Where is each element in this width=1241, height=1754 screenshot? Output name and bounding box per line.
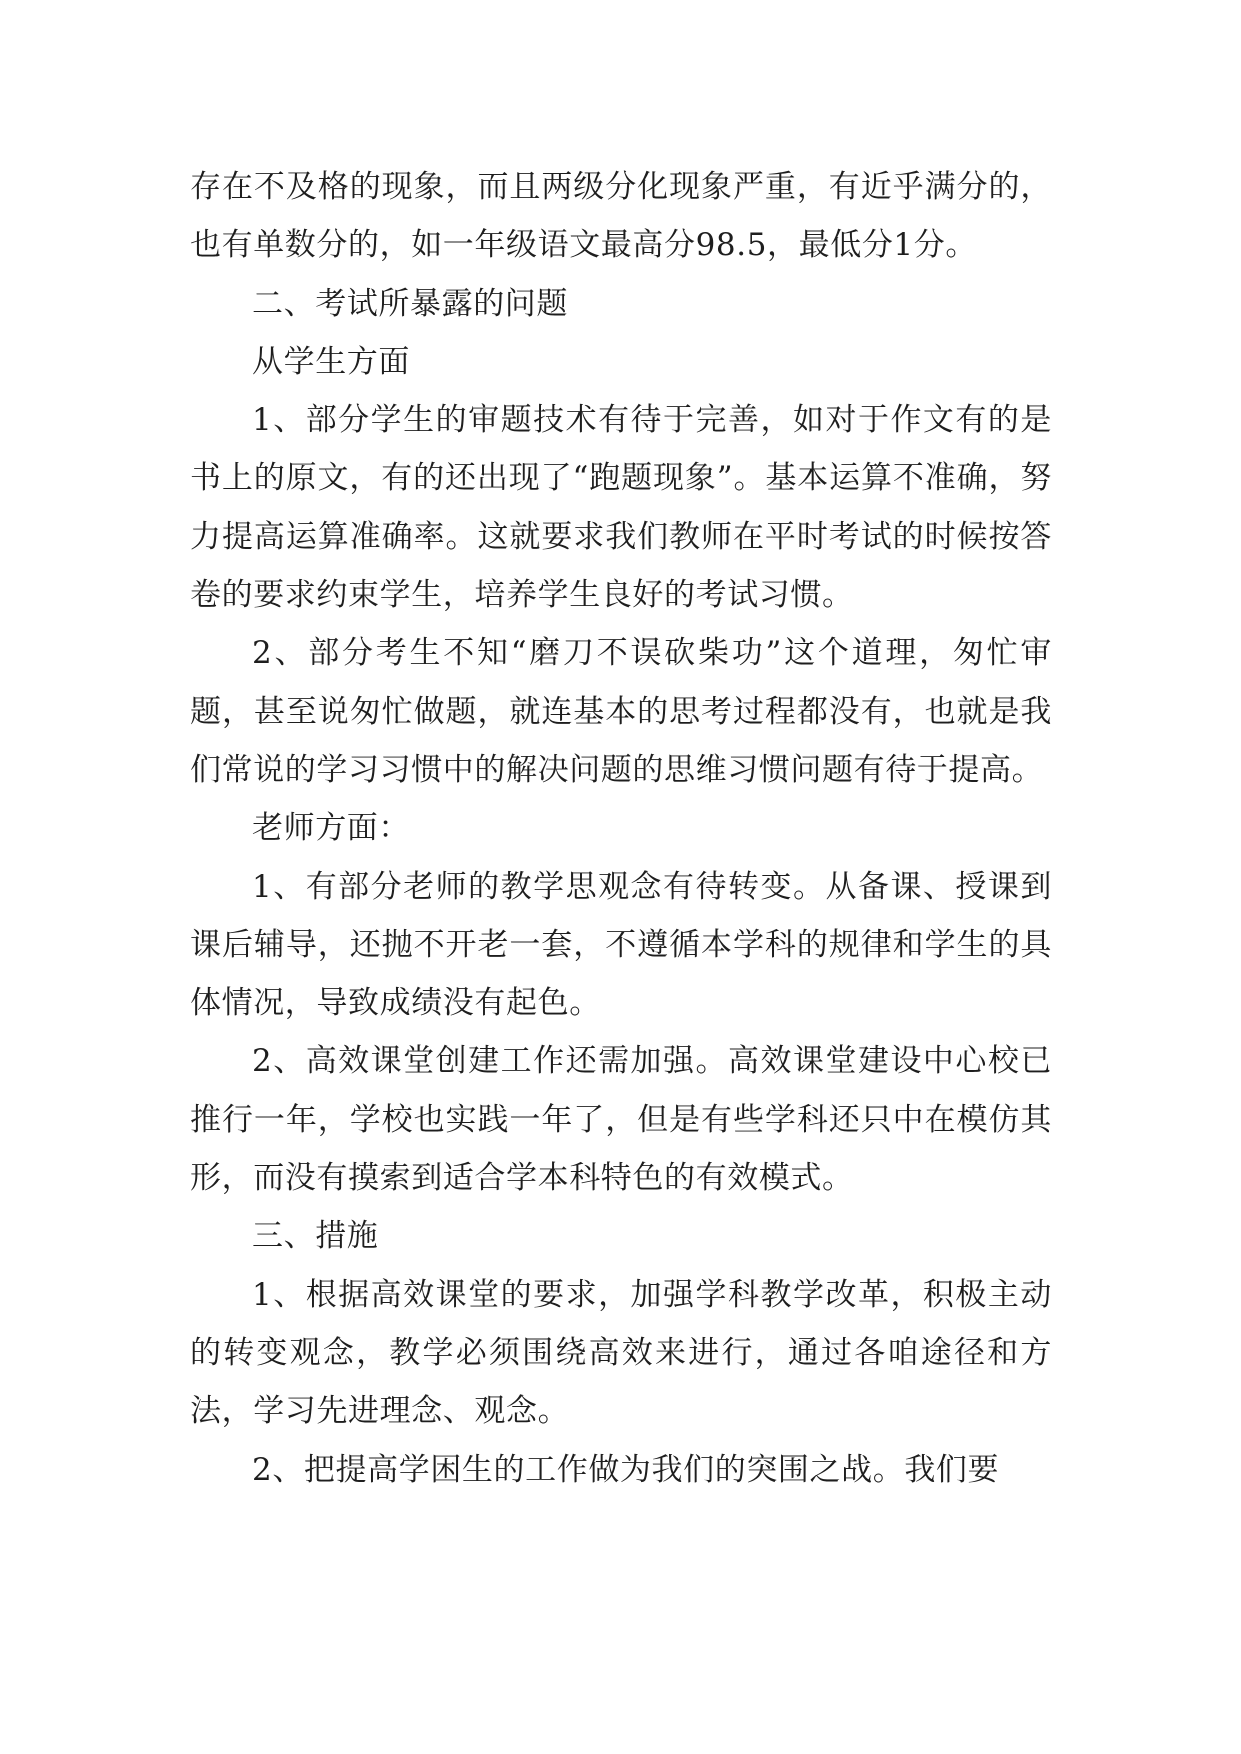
- subheading-teachers: 老师方面：: [252, 810, 410, 847]
- paragraph-student-item-2: 2、部分考生不知“磨刀不误砍柴功”这个道理，匆忙审题，甚至说匆忙做题，就连基本的思考过程都没有，也就是我们常说的学习习惯中的解决问题的思维习惯问题有待于提高。: [190, 635, 1052, 788]
- paragraph-teacher-item-2: 2、高效课堂创建工作还需加强。高效课堂建设中心校已推行一年，学校也实践一年了，但是有些学科还只中在模仿其形，而没有摸索到适合学本科特色的有效模式。: [190, 1043, 1052, 1197]
- subheading-students: 从学生方面: [252, 343, 410, 380]
- paragraph-student-item-1: 1、部分学生的审题技术有待于完善，如对于作文有的是书上的原文，有的还出现了“跑题现象”。基本运算不准确，努力提高运算准确率。这就要求我们教师在平时考试的时候按答卷的要求约束学生，培养学生良好的考试习惯。: [190, 402, 1052, 614]
- heading-exam-problems: 二、考试所暴露的问题: [252, 285, 568, 322]
- document-body: [190, 158, 1052, 1499]
- paragraph-teacher-item-1: 1、有部分老师的教学思观念有待转变。从备课、授课到课后辅导，还抛不开老一套，不遵循本学科的规律和学生的具体情况，导致成绩没有起色。: [190, 868, 1052, 1022]
- paragraph-measure-item-2: 2、把提高学困生的工作做为我们的突围之战。我们要: [252, 1451, 1000, 1488]
- paragraph-score-summary: 存在不及格的现象，而且两级分化现象严重，有近乎满分的，也有单数分的，如一年级语文最高分98.5，最低分1分。: [190, 169, 1052, 264]
- paragraph-measure-item-1: 1、根据高效课堂的要求，加强学科教学改革，积极主动的转变观念，教学必须围绕高效来进行，通过各咱途径和方法，学习先进理念、观念。: [190, 1276, 1052, 1430]
- heading-measures: 三、措施: [252, 1218, 379, 1255]
